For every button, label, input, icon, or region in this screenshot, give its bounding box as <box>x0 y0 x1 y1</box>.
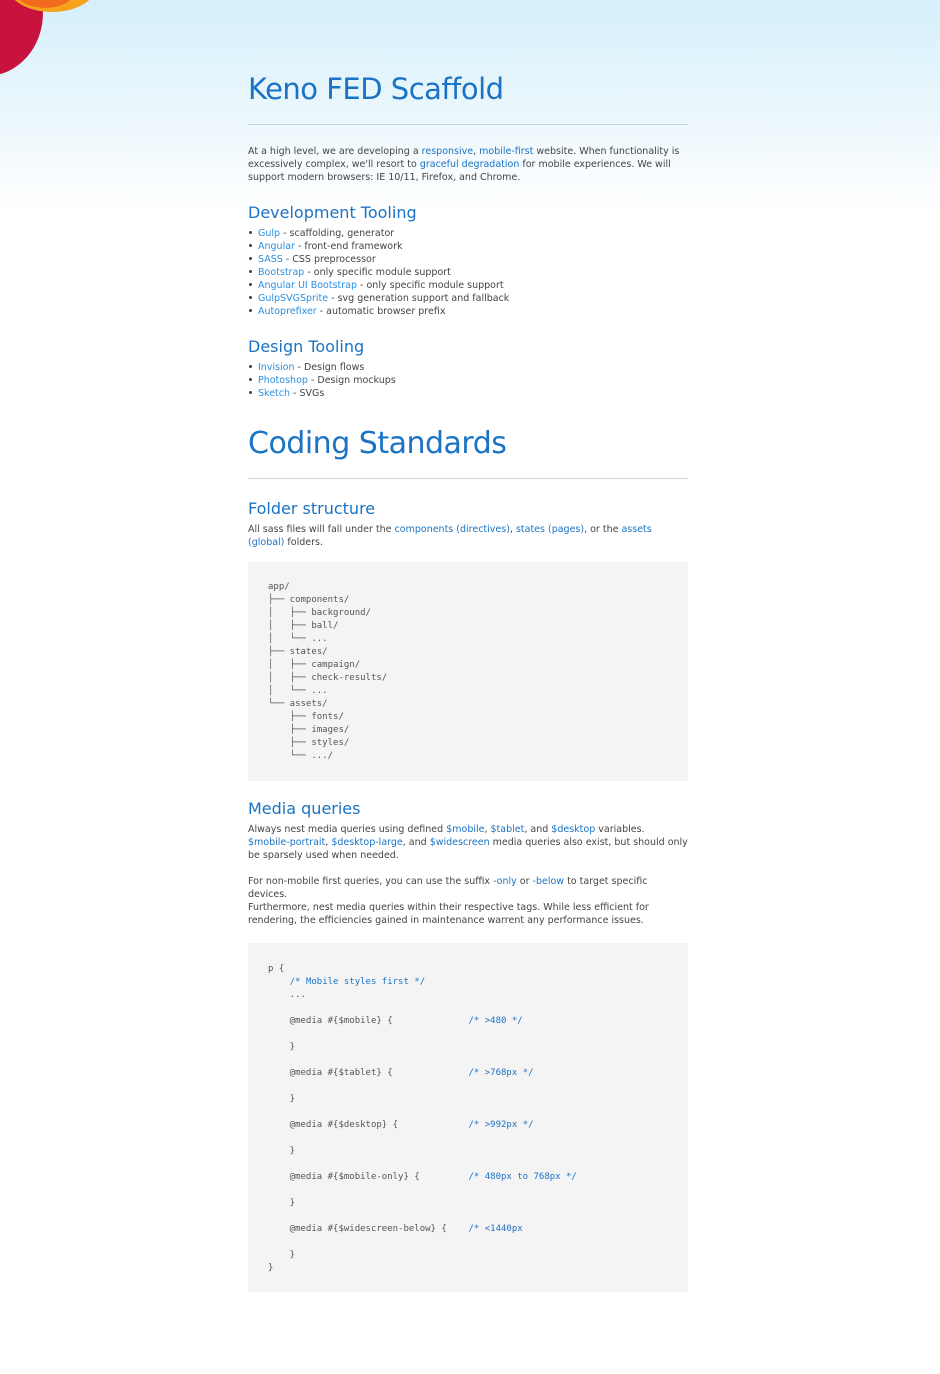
bullet-icon <box>249 257 252 260</box>
media-text: or <box>516 876 533 887</box>
code-text: } <box>268 1042 296 1052</box>
tool-description: - CSS preprocessor <box>282 254 376 265</box>
design-tooling-heading: Design Tooling <box>248 337 365 356</box>
folder-text: All sass files will fall under the <box>248 524 395 535</box>
bullet-icon <box>249 270 252 273</box>
media-text: to target specific devices. <box>248 876 648 900</box>
link-responsive[interactable]: responsive <box>421 146 474 157</box>
media-text: Always nest media queries using defined <box>248 824 447 835</box>
tool-link[interactable]: SASS <box>258 254 283 265</box>
dev-tooling-heading: Development Tooling <box>248 203 417 222</box>
intro-text: At a high level, we are developing a <box>248 146 422 157</box>
link-mobile-first[interactable]: mobile-first <box>479 146 534 157</box>
tool-link[interactable]: GulpSVGSprite <box>258 293 329 304</box>
folder-text: , <box>509 524 516 535</box>
tool-item <box>248 240 509 253</box>
bullet-icon <box>249 244 252 247</box>
tool-item <box>248 361 396 374</box>
code-comment: /* >480 */ <box>468 1016 523 1026</box>
design-tooling-list <box>248 361 396 400</box>
code-text: @media #{$mobile} { <box>268 1016 469 1026</box>
folder-text: , or the <box>584 524 622 535</box>
intro-text: , <box>473 146 480 157</box>
coding-divider <box>248 478 688 479</box>
folder-structure-heading: Folder structure <box>248 499 376 518</box>
tool-description: - automatic browser prefix <box>316 306 446 317</box>
tool-link[interactable]: Bootstrap <box>258 267 305 278</box>
media-text: , <box>484 824 491 835</box>
tool-description: - scaffolding, generator <box>280 228 395 239</box>
media-queries-heading: Media queries <box>248 799 361 818</box>
coding-standards-title: Coding Standards <box>248 426 507 461</box>
variable-mobile: $mobile <box>446 824 485 835</box>
tool-description: - only specific module support <box>304 267 451 278</box>
folder-text: folders. <box>284 537 323 548</box>
media-text: , and <box>402 837 430 848</box>
tool-link[interactable]: Angular <box>258 241 295 252</box>
code-comment: /* >992px */ <box>468 1120 534 1130</box>
media-text: , and <box>524 824 552 835</box>
code-text: p { <box>268 964 285 974</box>
code-comment: /* <1440px <box>468 1224 523 1234</box>
code-text: @media #{$desktop} { <box>268 1120 469 1130</box>
intro-text: website. When functionality is excessively complex, we'll resort to <box>248 146 680 170</box>
code-comment: /* 480px to 768px */ <box>468 1172 577 1182</box>
tool-link[interactable]: Angular UI Bootstrap <box>258 280 358 291</box>
code-text: ... <box>268 990 306 1000</box>
variable-tablet: $tablet <box>490 824 525 835</box>
tool-description: - front-end framework <box>294 241 403 252</box>
decorative-red-circle <box>0 0 43 76</box>
code-text <box>268 977 290 987</box>
bullet-icon <box>249 365 252 368</box>
bullet-icon <box>249 309 252 312</box>
tool-item <box>248 292 509 305</box>
tool-description: - only specific module support <box>357 280 504 291</box>
bullet-icon <box>249 378 252 381</box>
variable-desktop: $desktop <box>551 824 596 835</box>
intro-paragraph <box>248 145 688 184</box>
tool-item <box>248 305 509 318</box>
media-paragraph-3: Furthermore, nest media queries within their respective tags. While less efficient for rendering, the efficiencies gained in maintenance warrent any performance issues. <box>248 902 649 926</box>
code-text: @media #{$mobile-only} { <box>268 1172 469 1182</box>
media-text: media queries also exist, but should only be sparsely used when needed. <box>248 837 688 861</box>
suffix-below: -below <box>532 876 565 887</box>
dev-tooling-list <box>248 227 509 318</box>
tool-link[interactable]: Gulp <box>258 228 281 239</box>
intro-text: for mobile experiences. We will support modern browsers: IE 10/11, Firefox, and Chrome. <box>248 159 671 183</box>
code-text: } <box>268 1146 296 1156</box>
tool-description: - Design mockups <box>307 375 396 386</box>
media-paragraph-1 <box>248 823 688 862</box>
bullet-icon <box>249 391 252 394</box>
page-title: Keno FED Scaffold <box>248 72 504 106</box>
variable-mobile-portrait: $mobile-portrait <box>248 837 326 848</box>
tool-item <box>248 266 509 279</box>
link-components[interactable]: components (directives) <box>394 524 510 535</box>
tool-description: - Design flows <box>294 362 365 373</box>
tool-item <box>248 279 509 292</box>
link-assets[interactable]: assets (global) <box>248 524 652 548</box>
bullet-icon <box>249 231 252 234</box>
suffix-only: -only <box>493 876 517 887</box>
tool-link[interactable]: Photoshop <box>258 375 308 386</box>
tool-link[interactable]: Autoprefixer <box>258 306 317 317</box>
folder-tree-codeblock <box>248 562 688 781</box>
tool-link[interactable]: Sketch <box>258 388 291 399</box>
media-text: variables. <box>595 824 645 835</box>
media-query-codeblock <box>248 943 688 1292</box>
code-text: } <box>268 1094 296 1104</box>
bullet-icon <box>249 296 252 299</box>
folder-paragraph <box>248 523 688 549</box>
code-text: } <box>268 1198 296 1208</box>
link-graceful-degradation[interactable]: graceful degradation <box>419 159 520 170</box>
code-text: } <box>268 1250 296 1260</box>
code-comment: /* Mobile styles first */ <box>289 977 426 987</box>
tool-description: - svg generation support and fallback <box>328 293 510 304</box>
tool-item <box>248 227 509 240</box>
media-paragraph-2 <box>248 875 688 901</box>
bullet-icon <box>249 283 252 286</box>
tool-item <box>248 374 396 387</box>
folder-tree: app/ ├── components/ │ ├── background/ │ ├── ball/ │ └── ... ├── states/ │ ├── campaign/ │ ├── check-results/ │ └── ... └── assets/ ├── fonts/ ├── images/ ├── styles/ └── .../ <box>268 582 388 761</box>
variable-desktop-large: $desktop-large <box>331 837 403 848</box>
media-query-code <box>268 963 577 1275</box>
tool-item <box>248 387 396 400</box>
tool-description: - SVGs <box>290 388 325 399</box>
link-states[interactable]: states (pages) <box>515 524 585 535</box>
tool-item <box>248 253 509 266</box>
code-text: @media #{$widescreen-below} { <box>268 1224 469 1234</box>
title-divider <box>248 124 688 125</box>
variable-widescreen: $widescreen <box>429 837 490 848</box>
media-text: For non-mobile first queries, you can use the suffix <box>248 876 494 887</box>
code-comment: /* >768px */ <box>468 1068 534 1078</box>
media-text: , <box>325 837 332 848</box>
code-text: } <box>268 1263 274 1273</box>
tool-link[interactable]: Invision <box>258 362 295 373</box>
code-text: @media #{$tablet} { <box>268 1068 469 1078</box>
